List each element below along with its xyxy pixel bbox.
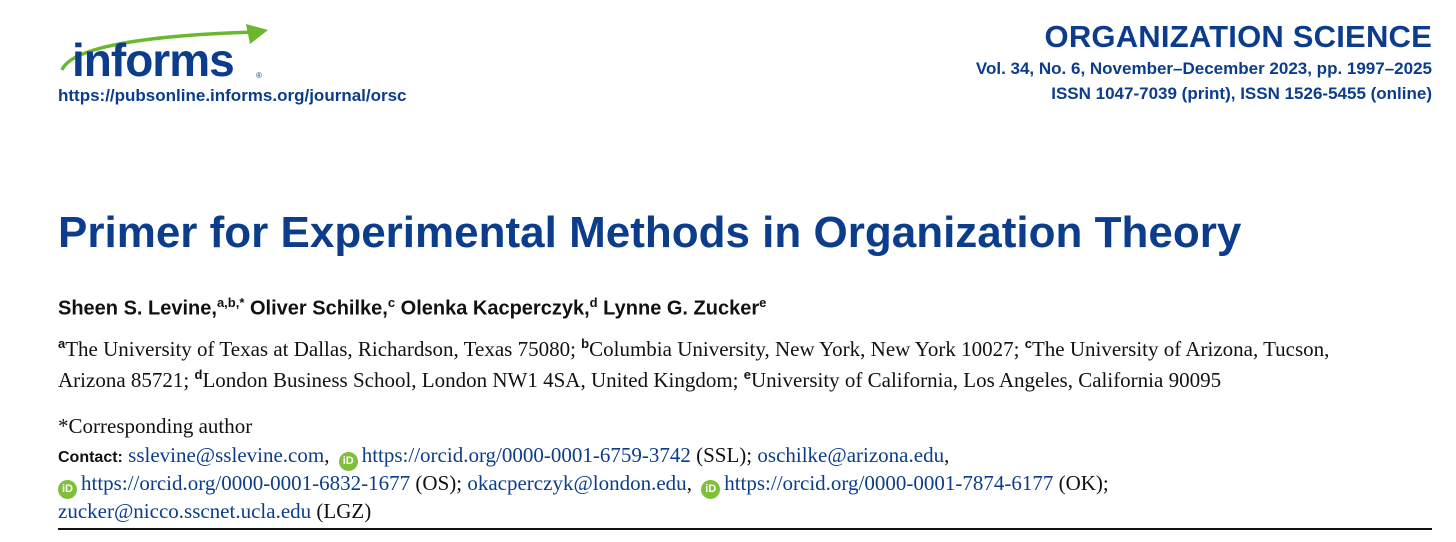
- author-tag: (SSL);: [696, 443, 753, 467]
- orcid-link-kacperczyk[interactable]: https://orcid.org/0000-0001-7874-6177: [724, 471, 1054, 495]
- issn-line: ISSN 1047-7039 (print), ISSN 1526-5455 (online): [1051, 84, 1432, 103]
- email-link-zucker[interactable]: zucker@nicco.sscnet.ucla.edu: [58, 499, 312, 523]
- journal-info: [976, 18, 1432, 106]
- affiliation-key: d: [194, 367, 203, 382]
- logo-registered-mark: ®: [256, 71, 262, 80]
- volume-line: Vol. 34, No. 6, November–December 2023, pp. 1997–2025: [975, 59, 1432, 78]
- affiliation-key: b: [581, 336, 590, 351]
- corresponding-author-note: *Corresponding author: [58, 414, 253, 438]
- affiliation-text: University of California, Los Angeles, California 90095: [751, 368, 1222, 392]
- author-name: Lynne G. Zucker: [603, 297, 760, 320]
- orcid-icon: iD: [339, 452, 358, 471]
- email-link-schilke[interactable]: oschilke@arizona.edu: [757, 443, 945, 467]
- author-name: Sheen S. Levine,: [58, 297, 217, 320]
- orcid-link-schilke[interactable]: https://orcid.org/0000-0001-6832-1677: [81, 471, 411, 495]
- article-title: Primer for Experimental Methods in Organization Theory: [58, 208, 1242, 257]
- author-list: [58, 288, 766, 324]
- affiliation-text: The University of Arizona, Tucson, Arizona 85721;: [58, 337, 1330, 392]
- journal-url-link[interactable]: https://pubsonline.informs.org/journal/orsc: [58, 86, 407, 105]
- author-superscript: e: [759, 295, 767, 310]
- author-superscript: c: [387, 295, 396, 310]
- informs-logo-graphic: [58, 22, 278, 84]
- informs-logo[interactable]: [58, 22, 278, 84]
- affiliation-text: The University of Texas at Dallas, Richardson, Texas 75080;: [65, 337, 576, 361]
- orcid-link-levine[interactable]: https://orcid.org/0000-0001-6759-3742: [361, 443, 691, 467]
- author-tag: (LGZ): [316, 499, 372, 523]
- email-link-levine[interactable]: sslevine@sslevine.com: [128, 443, 325, 467]
- email-link-kacperczyk[interactable]: okacperczyk@london.edu: [467, 471, 687, 495]
- author-name: Olenka Kacperczyk,: [400, 297, 590, 320]
- contact-block: Contact: sslevine@sslevine.com, iD https://orcid.org/0000-0001-6759-3742 (SSL); oschilke@arizona.edu, iD https://orcid.org/0000-0001-6832-1677 (OS); okacperczyk@london.edu, iD https://orcid.org/0000-0001-7874-6177 (OK); zucker@nicco.sscnet.ucla.edu (LGZ): [58, 443, 1109, 523]
- affiliation-text: Columbia University, New York, New York 10027;: [589, 337, 1020, 361]
- logo-wordmark: informs: [72, 34, 234, 84]
- author-name: Oliver Schilke,: [249, 297, 388, 320]
- orcid-icon: iD: [58, 480, 77, 499]
- affiliation-key: c: [1024, 336, 1032, 351]
- author-superscript: a,b,*: [216, 295, 245, 310]
- affiliation-text: London Business School, London NW1 4SA, United Kingdom;: [202, 368, 739, 392]
- affiliations: [58, 331, 1398, 393]
- author-tag: (OK);: [1058, 471, 1109, 495]
- author-superscript: d: [589, 295, 598, 310]
- orcid-icon: iD: [701, 480, 720, 499]
- header-divider: [58, 528, 1432, 530]
- affiliation-key: a: [58, 336, 66, 351]
- journal-name: ORGANIZATION SCIENCE: [1044, 19, 1432, 54]
- logo-arrow-head: [246, 24, 268, 44]
- contact-label: Contact:: [58, 449, 123, 466]
- author-tag: (OS);: [415, 471, 463, 495]
- affiliation-key: e: [743, 367, 751, 382]
